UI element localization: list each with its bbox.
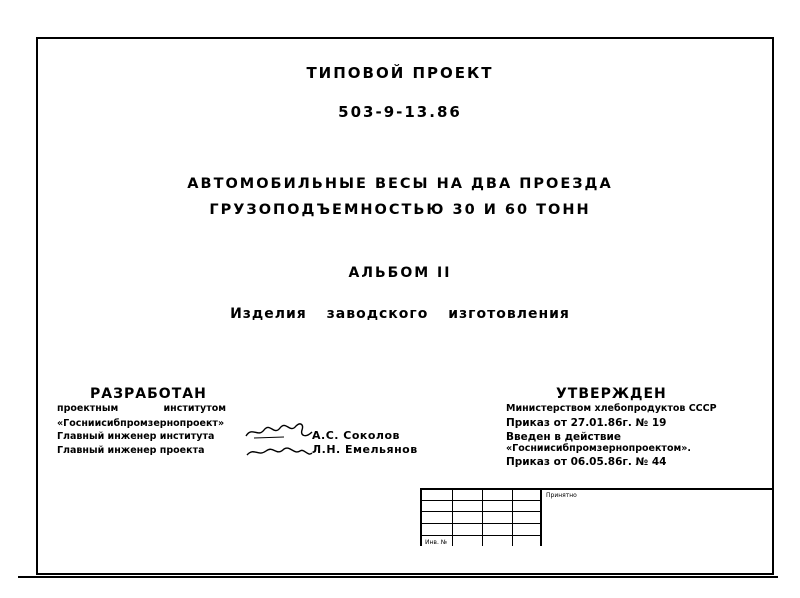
title-line-2: ГРУЗОПОДЪЕМНОСТЬЮ 30 И 60 ТОНН — [209, 202, 591, 218]
stamp-col-line — [540, 490, 542, 546]
stamp-row-line — [422, 511, 540, 512]
stamp-inventory-label: Инв. № — [425, 539, 448, 546]
signature-2 — [244, 441, 314, 463]
developed-line-2: «Госниисибпромзернопроект» — [57, 418, 225, 429]
approved-line-4: «Госниисибпромзернопроектом». — [506, 443, 691, 454]
stamp-row-line — [422, 500, 540, 501]
chief-engineer-project-name: Л.Н. Емельянов — [312, 443, 418, 456]
stamp-col-line — [482, 490, 483, 546]
chief-engineer-institute-label: Главный инженер института — [57, 431, 215, 442]
album-label: АЛЬБОМ II — [348, 265, 452, 281]
bottom-rule — [18, 576, 778, 578]
project-number: 503-9-13.86 — [338, 103, 462, 121]
approved-heading: УТВЕРЖДЕН — [556, 386, 667, 402]
album-subtitle: Изделия заводского изготовления — [230, 306, 570, 322]
chief-engineer-project-label: Главный инженер проекта — [57, 445, 205, 456]
approved-line-5: Приказ от 06.05.86г. № 44 — [506, 456, 667, 468]
approved-line-2: Приказ от 27.01.86г. № 19 — [506, 417, 667, 429]
title-line-1: АВТОМОБИЛЬНЫЕ ВЕСЫ НА ДВА ПРОЕЗДА — [187, 176, 613, 192]
stamp-col-line — [452, 490, 453, 546]
developed-line-1: проектным институтом — [57, 403, 227, 414]
project-type: ТИПОВОЙ ПРОЕКТ — [306, 64, 494, 82]
stamp-row-line — [422, 523, 540, 524]
approved-line-3: Введен в действие — [506, 431, 621, 443]
stamp-copied-label: Принятно — [546, 492, 577, 499]
approved-line-1: Министерством хлебопродуктов СССР — [506, 403, 717, 414]
stamp-col-line — [512, 490, 513, 546]
stamp-row-line — [422, 535, 540, 536]
chief-engineer-institute-name: А.С. Соколов — [312, 429, 401, 442]
signature-1 — [244, 420, 314, 442]
developed-heading: РАЗРАБОТАН — [90, 386, 207, 402]
title-block-stamp — [420, 488, 774, 546]
